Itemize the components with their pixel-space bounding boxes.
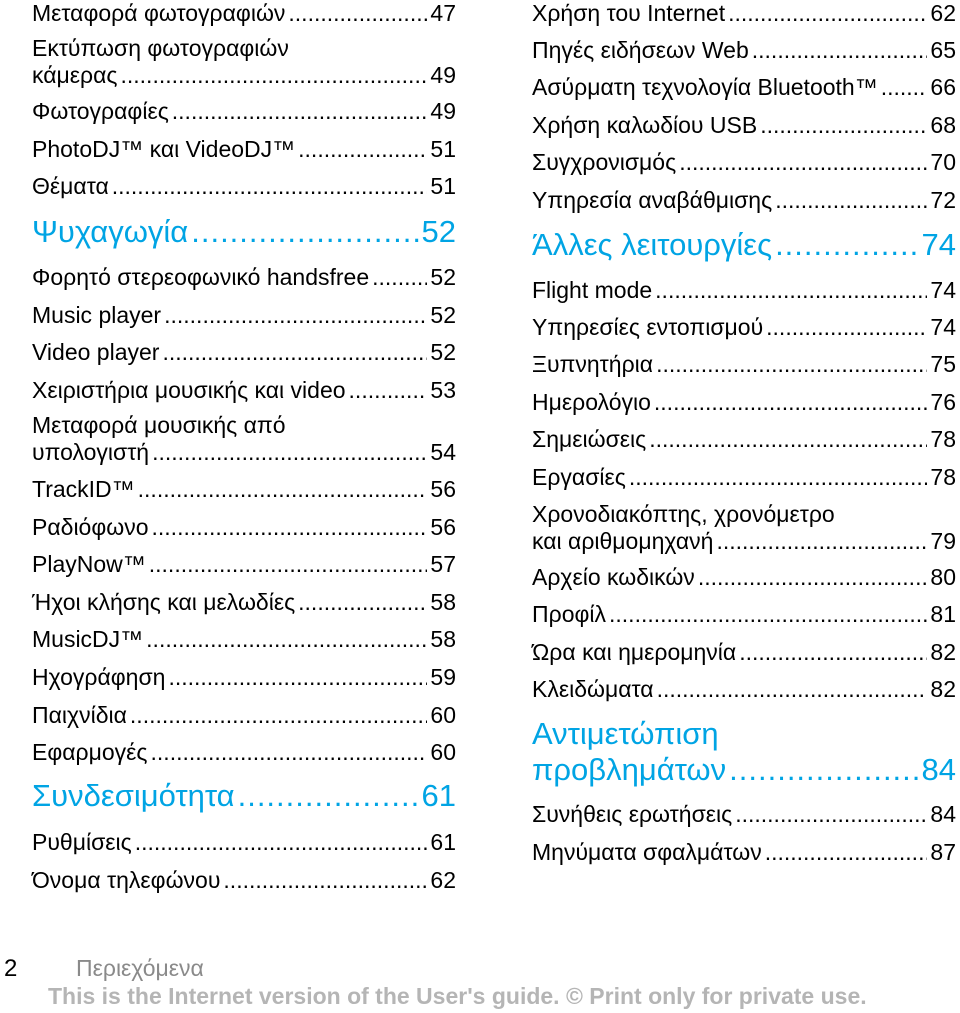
toc-entry[interactable]: TrackID™ ..... 56 (32, 476, 456, 503)
toc-section-heading[interactable]: Αντιμετώπιση προβλημάτων ..... 84 (532, 716, 956, 788)
toc-entry[interactable]: Θέματα ..... 51 (32, 173, 456, 200)
toc-entry[interactable]: Φωτογραφίες ..... 49 (32, 98, 456, 125)
toc-entry[interactable]: Παιχνίδια ..... 60 (32, 702, 456, 729)
toc-entry[interactable]: Υπηρεσίες εντοπισμού ..... 74 (532, 314, 956, 341)
toc-entry[interactable]: Ασύρματη τεχνολογία Bluetooth™ ..... 66 (532, 74, 956, 101)
toc-entry[interactable]: Χρήση καλωδίου USB ..... 68 (532, 112, 956, 139)
toc-entry[interactable]: Συνήθεις ερωτήσεις ..... 84 (532, 801, 956, 828)
toc-entry[interactable]: Σημειώσεις ..... 78 (532, 426, 956, 453)
toc-entry[interactable]: Μηνύματα σφαλμάτων ..... 87 (532, 839, 956, 866)
toc-entry[interactable]: PhotoDJ™ και VideoDJ™ ..... 51 (32, 136, 456, 163)
toc-entry[interactable]: Μεταφορά μουσικής από υπολογιστή ..... 54 (32, 412, 456, 466)
toc-section-heading[interactable]: Άλλες λειτουργίες ..... 74 (532, 227, 956, 263)
toc-entry[interactable]: Χρονοδιακόπτης, χρονόμετρο και αριθμομηχανή ..... 79 (532, 501, 956, 555)
toc-entry[interactable]: Video player ..... 52 (32, 339, 456, 366)
toc-entry[interactable]: Ρυθμίσεις ..... 61 (32, 829, 456, 856)
toc-section-heading[interactable]: Συνδεσιμότητα ..... 61 (32, 778, 456, 814)
toc-entry[interactable]: Ξυπνητήρια ..... 75 (532, 351, 956, 378)
footer-section-title: Περιεχόμενα (76, 955, 204, 981)
footer-page-number: 2 (4, 955, 18, 982)
toc-entry[interactable]: Ημερολόγιο ..... 76 (532, 389, 956, 416)
toc-entry[interactable]: Χειριστήρια μουσικής και video ..... 53 (32, 377, 456, 404)
toc-entry[interactable]: Εφαρμογές ..... 60 (32, 739, 456, 766)
toc-entry[interactable]: Όνομα τηλεφώνου ..... 62 (32, 867, 456, 894)
toc-entry[interactable]: Ήχοι κλήσης και μελωδίες ..... 58 (32, 589, 456, 616)
toc-entry[interactable]: Προφίλ ..... 81 (532, 601, 956, 628)
toc-entry[interactable]: Ραδιόφωνο ..... 56 (32, 514, 456, 541)
toc-entry[interactable]: Πηγές ειδήσεων Web ..... 65 (532, 37, 956, 64)
toc-entry[interactable]: Χρήση του Internet ..... 62 (532, 0, 956, 27)
toc-entry[interactable]: Φορητό στερεοφωνικό handsfree ..... 52 (32, 264, 456, 291)
toc-entry[interactable]: Μεταφορά φωτογραφιών ..... 47 (32, 0, 456, 27)
toc-entry[interactable]: Music player ..... 52 (32, 302, 456, 329)
toc-entry[interactable]: Υπηρεσία αναβάθμισης ..... 72 (532, 187, 956, 214)
toc-entry[interactable]: PlayNow™ ..... 57 (32, 551, 456, 578)
toc-entry[interactable]: Εκτύπωση φωτογραφιών κάμερας ..... 49 (32, 35, 456, 89)
toc-entry[interactable]: Ηχογράφηση ..... 59 (32, 664, 456, 691)
toc-entry[interactable]: Flight mode ..... 74 (532, 277, 956, 304)
footer-watermark: This is the Internet version of the User's guide. © Print only for private use. (48, 983, 867, 1009)
toc-entry[interactable]: Συγχρονισμός ..... 70 (532, 149, 956, 176)
toc-section-heading[interactable]: Ψυχαγωγία ..... 52 (32, 214, 456, 250)
toc-entry[interactable]: Κλειδώματα ..... 82 (532, 676, 956, 703)
toc-entry[interactable]: Ώρα και ημερομηνία ..... 82 (532, 639, 956, 666)
toc-entry[interactable]: Εργασίες ..... 78 (532, 464, 956, 491)
toc-entry[interactable]: Αρχείο κωδικών ..... 80 (532, 564, 956, 591)
toc-entry[interactable]: MusicDJ™ ..... 58 (32, 626, 456, 653)
